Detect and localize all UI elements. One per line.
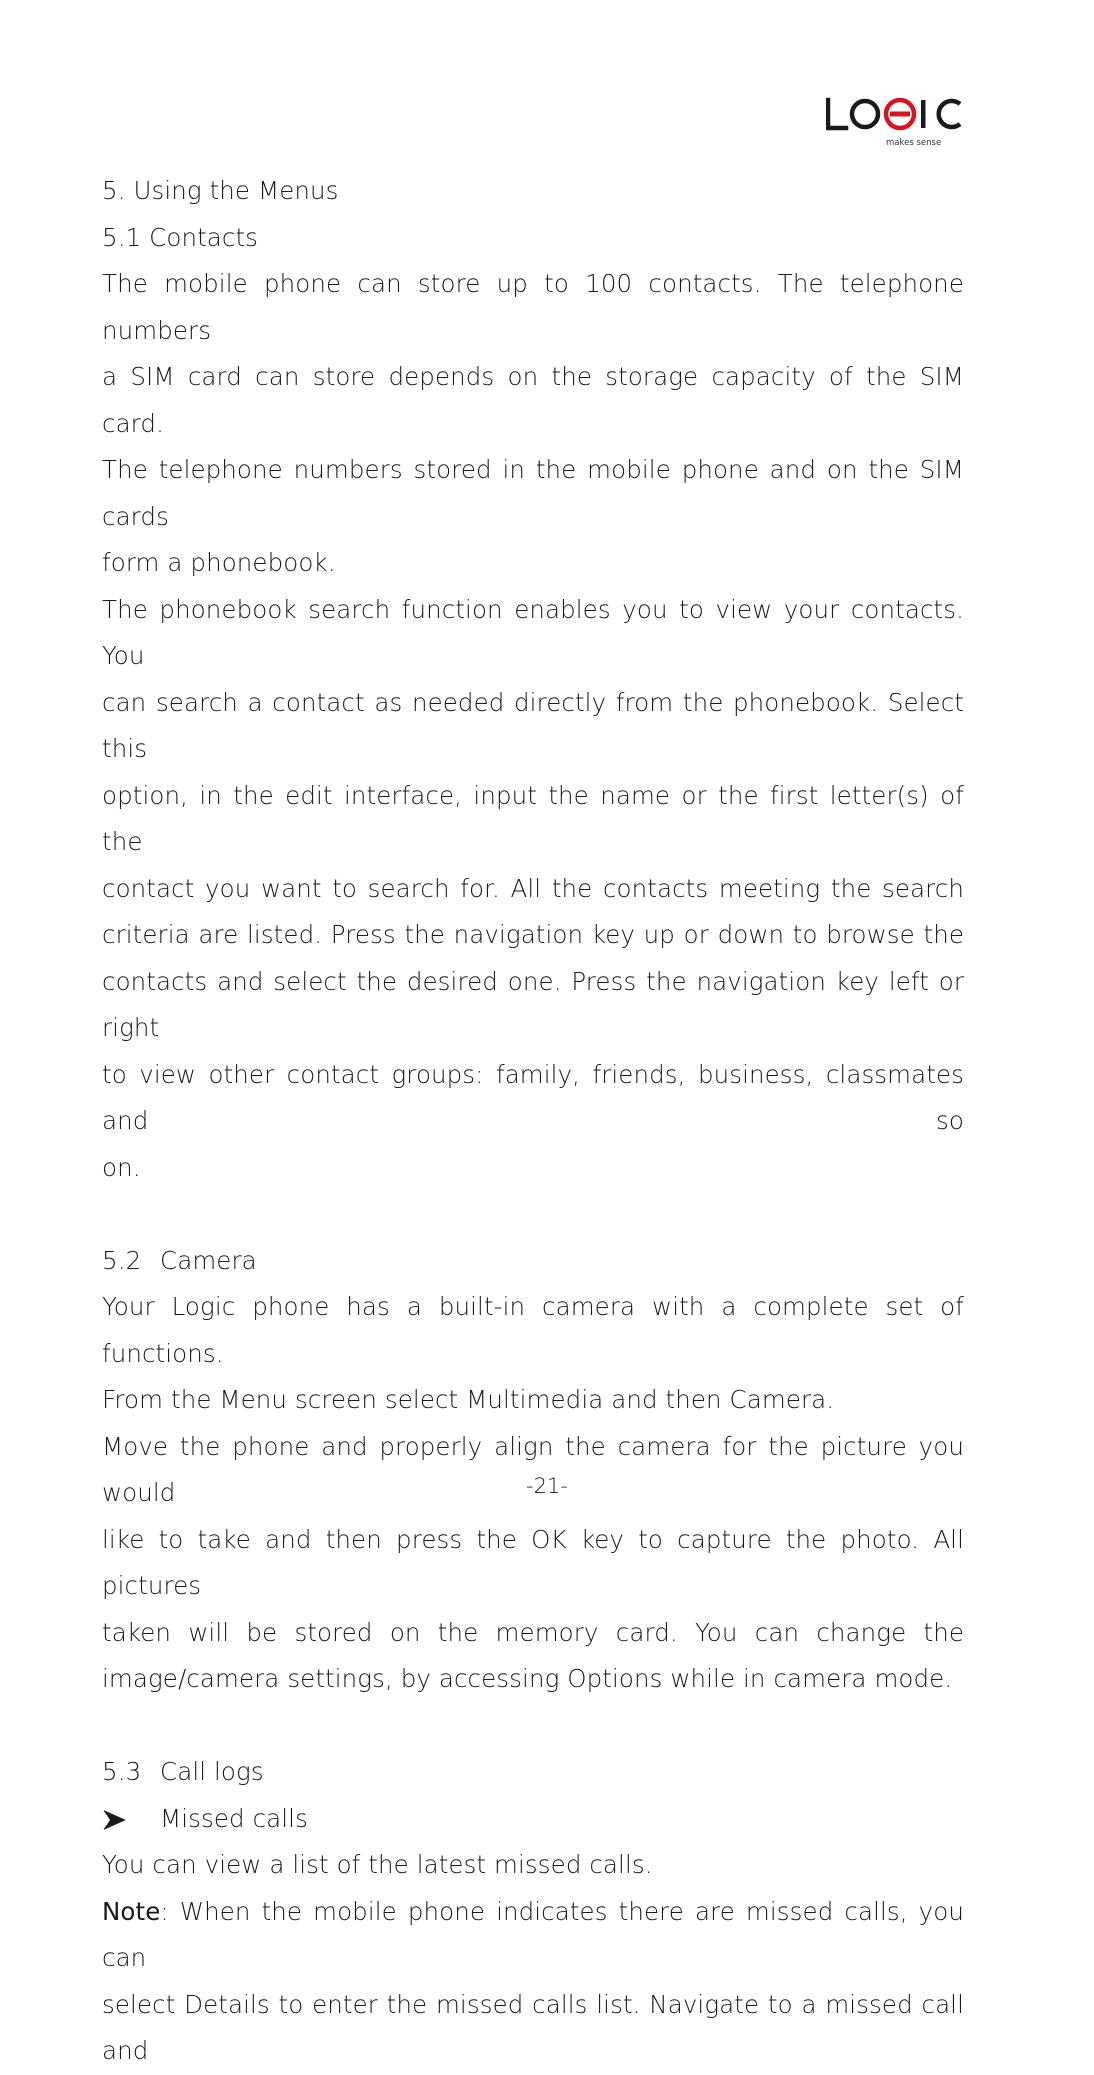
- paragraph-line: The phonebook search function enables you to view your contacts. You: [102, 594, 964, 670]
- camera-paragraph-2: [102, 1424, 964, 1703]
- arrowhead-bullet-icon: [102, 1809, 160, 1831]
- page-number: -21-: [526, 1474, 568, 1498]
- note-line: select Details to enter the missed calls list. Navigate to a missed call and: [102, 1989, 964, 2065]
- section-number: 5.3: [102, 1757, 142, 1786]
- page-content: [102, 168, 964, 2075]
- section-title-contacts: 5.1 Contacts: [102, 222, 259, 252]
- paragraph-line: form a phonebook.: [102, 548, 336, 577]
- note-line: [102, 1889, 964, 1982]
- paragraph-line: Your Logic phone has a built-in camera with a complete set of functions.: [102, 1292, 964, 1368]
- paragraph-line: The mobile phone can store up to 100 contacts. The telephone numbers: [102, 269, 964, 345]
- paragraph-line: Move the phone and properly align the camera for the picture you would: [102, 1431, 964, 1507]
- paragraph-line: contact you want to search for. All the contacts meeting the search: [102, 873, 964, 903]
- paragraph-line: contacts and select the desired one. Press the navigation key left or right: [102, 966, 964, 1042]
- section-spacer: [102, 1703, 964, 1750]
- paragraph-line: like to take and then press the OK key to capture the photo. All pictures: [102, 1524, 964, 1600]
- section-title-text: Call logs: [160, 1757, 264, 1786]
- contacts-paragraph-2: [102, 587, 964, 1192]
- note-text: : When the mobile phone indicates there are missed calls, you can: [102, 1896, 964, 1972]
- paragraph-line: to view other contact groups: family, friends, business, classmates and so: [102, 1059, 964, 1135]
- bullet-missed-calls: [102, 1796, 964, 1843]
- section-spacer: [102, 1191, 964, 1238]
- brand-logo: [826, 94, 966, 154]
- paragraph-line: taken will be stored on the memory card. You can change the: [102, 1617, 964, 1647]
- section-title-using-menus: 5. Using the Menus: [102, 176, 339, 205]
- section-title-text: Camera: [160, 1245, 257, 1275]
- paragraph-line: criteria are listed. Press the navigation key up or down to browse the: [102, 920, 964, 949]
- paragraph-line: image/camera settings, by accessing Options while in camera mode.: [102, 1664, 953, 1693]
- call-logs-paragraph: You can view a list of the latest missed calls.: [102, 1850, 653, 1879]
- paragraph-line: a SIM card can store depends on the storage capacity of the SIM card.: [102, 362, 964, 438]
- paragraph-line: From the Menu screen select Multimedia and then Camera.: [102, 1385, 835, 1414]
- bullet-label: Missed calls: [160, 1803, 308, 1833]
- paragraph-line: option, in the edit interface, input the name or the first letter(s) of the: [102, 780, 964, 856]
- paragraph-line: on.: [102, 1152, 141, 1182]
- contacts-paragraph-1: [102, 261, 964, 587]
- section-title-call-logs: [102, 1749, 964, 1796]
- svg-text:makes sense: makes sense: [886, 138, 942, 148]
- note-label: Note: [102, 1896, 161, 1926]
- paragraph-line: can search a contact as needed directly from the phonebook. Select this: [102, 687, 964, 763]
- section-number: 5.2: [102, 1245, 142, 1275]
- paragraph-line: The telephone numbers stored in the mobile phone and on the SIM cards: [102, 455, 964, 531]
- section-title-camera: [102, 1238, 964, 1285]
- camera-paragraph-1: [102, 1284, 964, 1424]
- logic-logo-icon: [826, 94, 966, 154]
